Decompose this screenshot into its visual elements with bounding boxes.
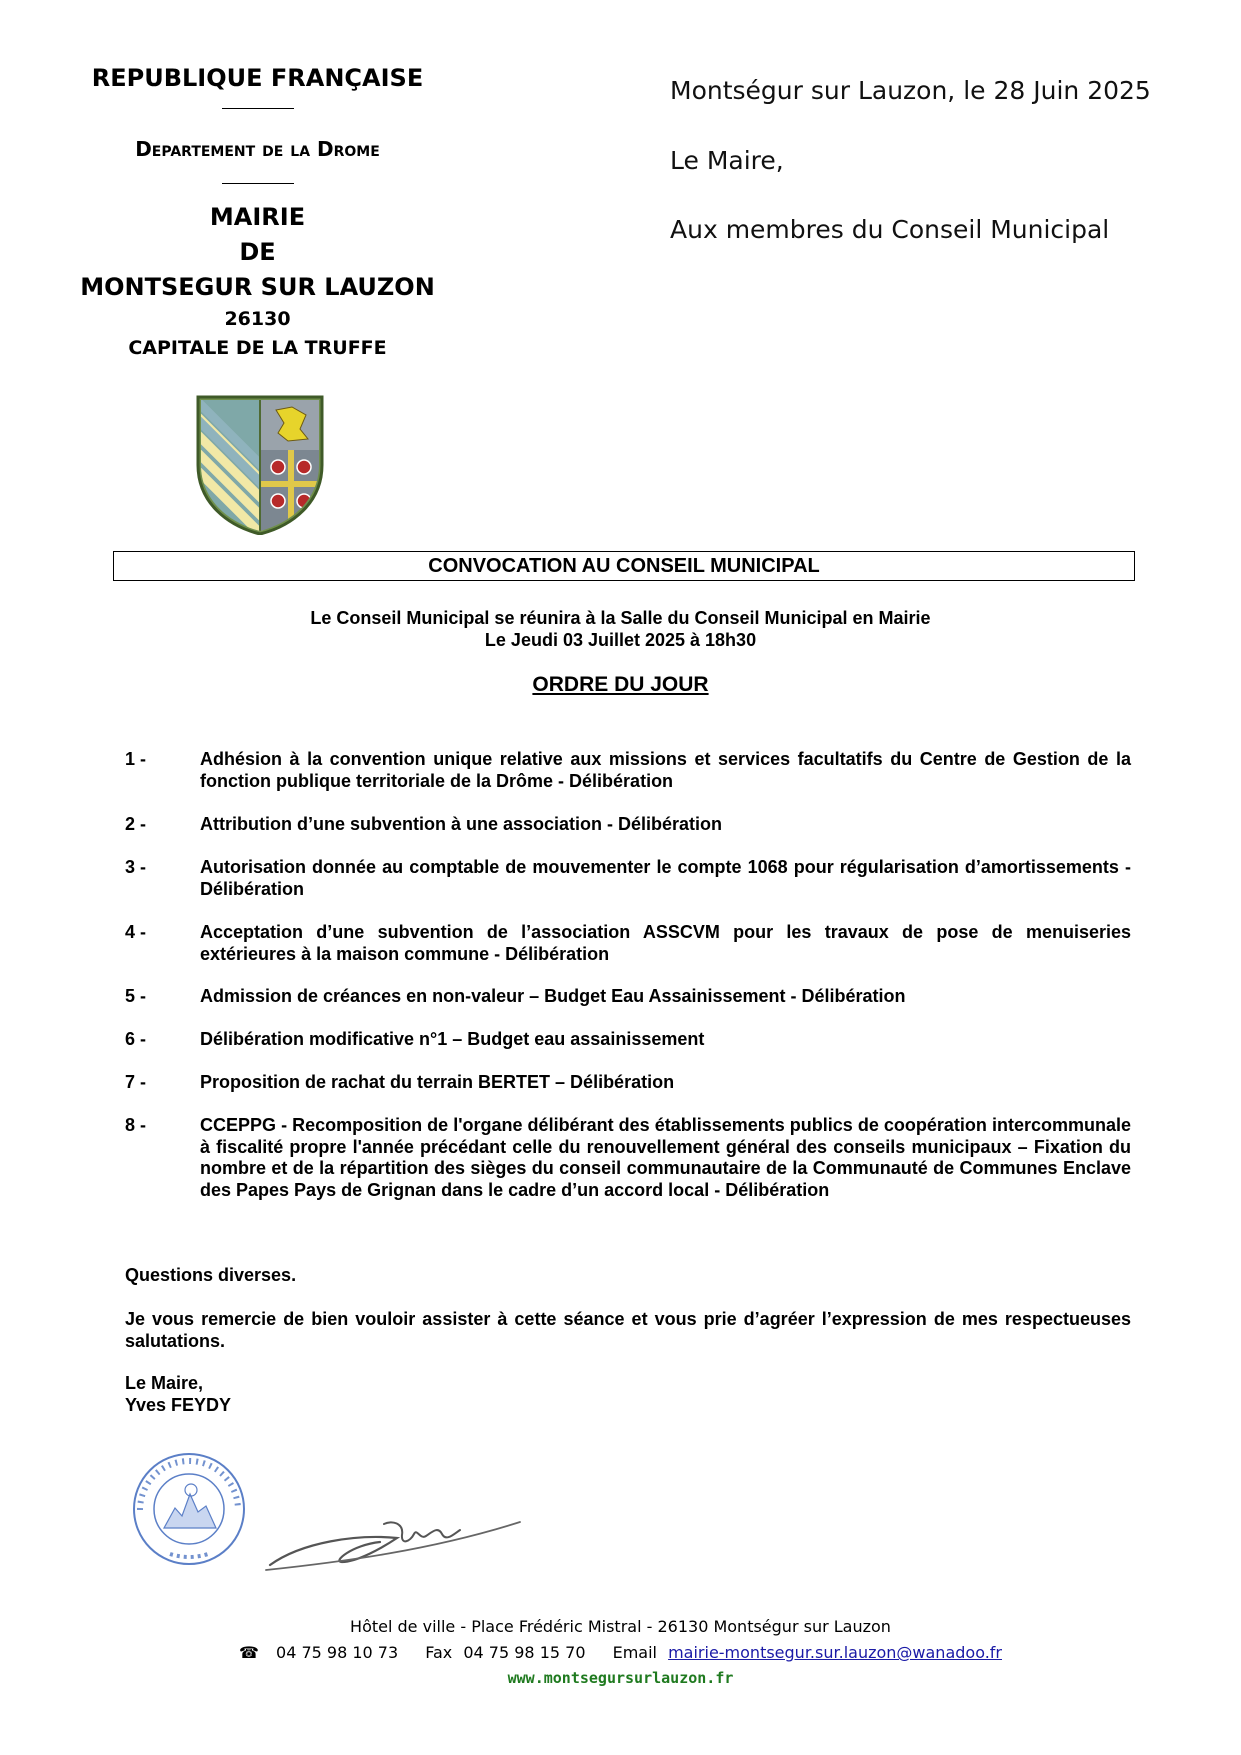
agenda-item-number: 5 -: [125, 986, 147, 1006]
official-stamp: [130, 1450, 248, 1568]
meeting-location: Le Conseil Municipal se réunira à la Salle du Conseil Municipal en Mairie: [310, 608, 931, 628]
email-link[interactable]: mairie-montsegur.sur.lauzon@wanadoo.fr: [668, 1643, 1002, 1662]
motto: CAPITALE DE LA TRUFFE: [128, 337, 387, 359]
agenda-item-number: 8 -: [125, 1115, 147, 1135]
questions-diverses: Questions diverses.: [125, 1265, 297, 1285]
fax-label: Fax: [425, 1643, 453, 1662]
postcode: 26130: [224, 308, 291, 330]
agenda-item-text: Adhésion à la convention unique relative aux missions et services facultatifs du Centre de Gestion de la fonction publique territoriale de la Drôme - Délibération: [200, 749, 1131, 791]
agenda-item: [125, 1115, 1131, 1201]
sender: Le Maire,: [670, 146, 784, 175]
republic-heading: REPUBLIQUE FRANÇAISE: [91, 64, 424, 92]
agenda-item-number: 3 -: [125, 857, 147, 877]
separator: [222, 108, 294, 109]
email-label: Email: [612, 1643, 657, 1662]
document-title: CONVOCATION AU CONSEIL MUNICIPAL: [428, 555, 820, 577]
coat-of-arms-logo: [196, 395, 324, 535]
phone-number: 04 75 98 10 73: [276, 1643, 399, 1662]
separator: [222, 183, 294, 184]
agenda-item-text: Délibération modificative n°1 – Budget eau assainissement: [200, 1029, 705, 1049]
agenda-item-number: 1 -: [125, 749, 147, 769]
agenda-item-number: 6 -: [125, 1029, 147, 1049]
phone-icon: ☎: [238, 1643, 259, 1662]
handwritten-signature: [262, 1490, 527, 1580]
footer-contacts: [0, 1643, 1241, 1662]
recipient: Aux membres du Conseil Municipal: [670, 215, 1110, 244]
closing-paragraph: Je vous remercie de bien vouloir assister à cette séance et vous prie d’agréer l’expression de mes respectueuses salutations.: [125, 1309, 1131, 1351]
agenda-item: [125, 814, 1131, 836]
agenda-item-text: Proposition de rachat du terrain BERTET – Délibération: [200, 1072, 675, 1092]
agenda-item-number: 7 -: [125, 1072, 147, 1092]
meeting-date: Le Jeudi 03 Juillet 2025 à 18h30: [484, 630, 757, 650]
place-date: Montségur sur Lauzon, le 28 Juin 2025: [670, 76, 1151, 105]
agenda-item-number: 4 -: [125, 922, 147, 942]
agenda-item-text: Attribution d’une subvention à une association - Délibération: [200, 814, 723, 834]
footer-address: Hôtel de ville - Place Frédéric Mistral - 26130 Montségur sur Lauzon: [350, 1617, 891, 1636]
agenda-item: [125, 1029, 1131, 1051]
title-box: [113, 551, 1135, 581]
agenda-item: [125, 857, 1131, 900]
mairie-heading: MAIRIE: [209, 203, 306, 231]
agenda-item-text: CCEPPG - Recomposition de l'organe délibérant des établissements publics de coopération intercommunale à fiscalité propre l'année précédant celle du renouvellement général des conseils municipaux – Fixation du nombre et de la répartition des sièges du conseil communautaire de la Communauté de Communes Enclave des Papes Pays de Grignan dans le cadre d’un accord local - Délibération: [200, 1115, 1131, 1200]
agenda-item-text: Autorisation donnée au comptable de mouvementer le compte 1068 pour régularisation d’amortissements - Délibération: [200, 857, 1131, 899]
fax-number: 04 75 98 15 70: [463, 1643, 586, 1662]
commune-heading: MONTSEGUR SUR LAUZON: [80, 273, 435, 301]
department-heading: Departement de la Drome: [135, 137, 380, 161]
agenda-item: [125, 922, 1131, 965]
agenda-item: [125, 749, 1131, 792]
agenda-item-text: Acceptation d’une subvention de l’association ASSCVM pour les travaux de pose de menuiseries extérieures à la maison commune - Délibération: [200, 922, 1131, 964]
signature-name: Yves FEYDY: [125, 1395, 232, 1415]
agenda-item-number: 2 -: [125, 814, 147, 834]
de-heading: DE: [239, 238, 276, 266]
agenda-item: [125, 1072, 1131, 1094]
website-link[interactable]: www.montsegursurlauzon.fr: [507, 1669, 734, 1687]
agenda-heading: ORDRE DU JOUR: [532, 673, 709, 696]
agenda-item: [125, 986, 1131, 1008]
agenda-item-text: Admission de créances en non-valeur – Budget Eau Assainissement - Délibération: [200, 986, 906, 1006]
signature-role: Le Maire,: [125, 1373, 204, 1393]
